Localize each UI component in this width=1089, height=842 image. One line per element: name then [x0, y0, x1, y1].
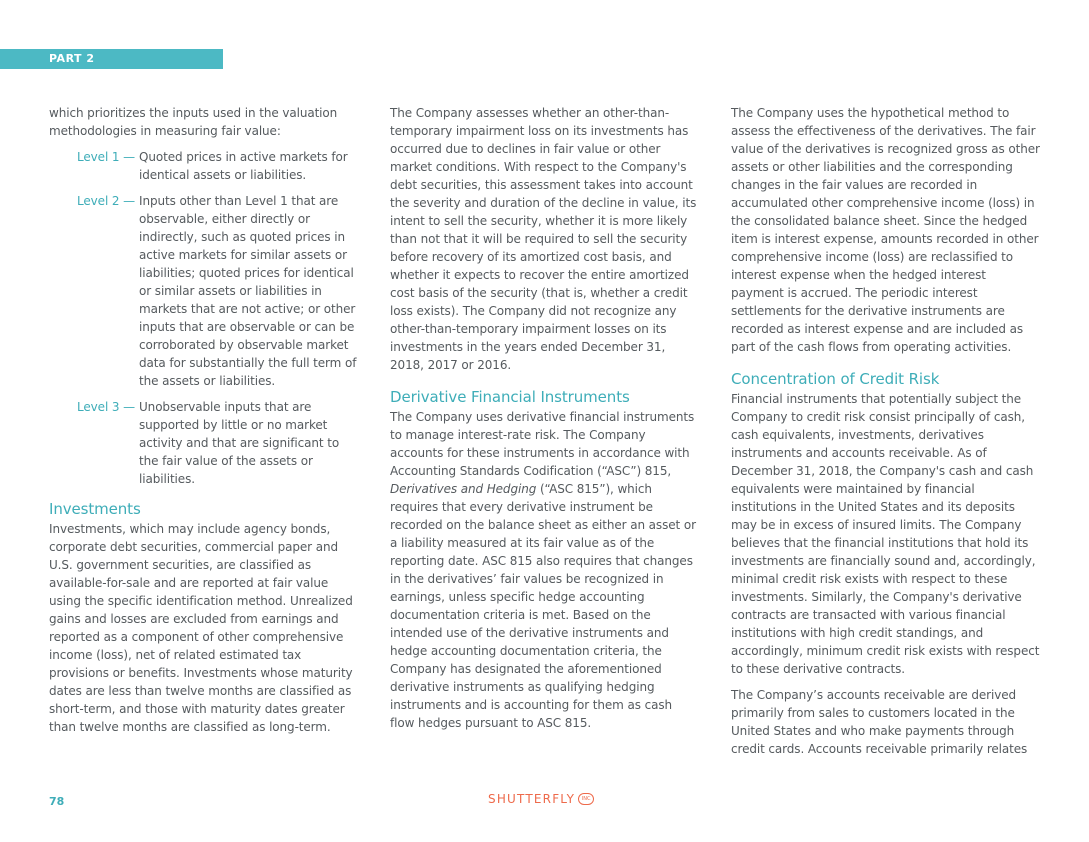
derivatives-standard-title: Derivatives and Hedging [390, 482, 537, 496]
derivatives-paragraph [390, 408, 700, 732]
level-3-item [77, 398, 359, 488]
credit-risk-heading: Concentration of Credit Risk [731, 370, 940, 388]
investments-heading: Investments [49, 500, 141, 518]
column-middle [390, 104, 700, 740]
level-3-label: Level 3 — [77, 400, 136, 414]
page-number: 78 [49, 795, 65, 808]
level-3-text: Unobservable inputs that are supported by little or no market activity and that are significant to the fair value of the assets or liabilities. [139, 400, 340, 486]
investments-paragraph: Investments, which may include agency bonds, corporate debt securities, commercial paper and U.S. government securities, are classified as available-for-sale and are reported at fair value using the specific identification method. Unrealized gains and losses are excluded from earnings and reported as a component of other comprehensive income (loss), net of related estimated tax provisions or benefits. Investments whose maturity dates are less than twelve months are classified as short-term, and those with maturity dates greater than twelve months are classified as long-term. [49, 522, 353, 734]
hypothetical-method-paragraph: The Company uses the hypothetical method to assess the effectiveness of the derivatives. The fair value of the derivatives is recognized gross as other assets or other liabilities and the corresponding changes in the fair values are recorded in accumulated other comprehensive income (loss) in the consolidated balance sheet. Since the hedged item is interest expense, amounts recorded in other comprehensive income (loss) are reclassified to interest expense when the hedged interest payment is accrued. The periodic interest settlements for the derivative instruments are recorded as interest expense and are included as part of the cash flows from operating activities. [731, 106, 1040, 354]
shutterfly-logo [488, 792, 594, 806]
derivatives-heading: Derivative Financial Instruments [390, 388, 630, 406]
derivatives-text-part-2: (“ASC 815”), which requires that every derivative instrument be recorded on the balance sheet as either an asset or a liability measured at its fair value as of the reporting date. ASC 815 also requires that changes in the derivatives’ fair values be recognized in earnings, unless specific hedge accounting documentation criteria is met. Based on the intended use of the derivative instruments and hedge accounting documentation criteria, the Company has designated the aforementioned derivative instruments as qualifying hedging instruments and is accounting for them as cash flow hedges pursuant to ASC 815. [390, 482, 696, 730]
part-label-tab: PART 2 [0, 49, 223, 69]
level-1-item [77, 148, 359, 184]
logo-text: SHUTTERFLY [488, 792, 576, 806]
level-2-text: Inputs other than Level 1 that are observable, either directly or indirectly, such as quoted prices in active markets for similar assets or liabilities; quoted prices for identical or similar assets or liabilities in markets that are not active; or other inputs that are observable or can be corroborated by observable market data for substantially the full term of the assets or liabilities. [139, 194, 357, 388]
fair-value-levels [77, 148, 359, 488]
impairment-paragraph: The Company assesses whether an other-than-temporary impairment loss on its investments has occurred due to declines in fair value or other market conditions. With respect to the Company's debt securities, this assessment takes into account the severity and duration of the decline in value, its intent to sell the security, whether it is more likely than not that it will be required to sell the security before recovery of its amortized cost basis, and whether it expects to recover the entire amortized cost basis of the security (that is, whether a credit loss exists). The Company did not recognize any other-than-temporary impairment losses on its investments in the years ended December 31, 2018, 2017 or 2016. [390, 106, 697, 372]
column-right [731, 104, 1041, 766]
level-1-label: Level 1 — [77, 150, 136, 164]
level-1-text: Quoted prices in active markets for identical assets or liabilities. [139, 150, 348, 182]
column-left [49, 104, 359, 744]
level-2-item [77, 192, 359, 390]
logo-inc-badge: INC [578, 793, 594, 805]
credit-risk-paragraph: Financial instruments that potentially subject the Company to credit risk consist principally of cash, cash equivalents, investments, derivatives instruments and accounts receivable. As of December 31, 2018, the Company's cash and cash equivalents were maintained by financial institutions in the United States and its deposits may be in excess of insured limits. The Company believes that the financial institutions that hold its investments are financially sound and, accordingly, minimal credit risk exists with respect to these investments. Similarly, the Company's derivative contracts are transacted with various financial institutions with high credit standings, and accordingly, minimum credit risk exists with respect to these derivative contracts. [731, 392, 1040, 676]
accounts-receivable-paragraph: The Company’s accounts receivable are derived primarily from sales to customers located in the United States and who make payments through credit cards. Accounts receivable primarily relates [731, 688, 1028, 756]
fair-value-intro: which prioritizes the inputs used in the valuation methodologies in measuring fair value: [49, 106, 338, 138]
derivatives-text-part-1: The Company uses derivative financial instruments to manage interest-rate risk. The Company accounts for these instruments in accordance with Accounting Standards Codification (“ASC”) 815, [390, 410, 695, 478]
level-2-label: Level 2 — [77, 194, 136, 208]
